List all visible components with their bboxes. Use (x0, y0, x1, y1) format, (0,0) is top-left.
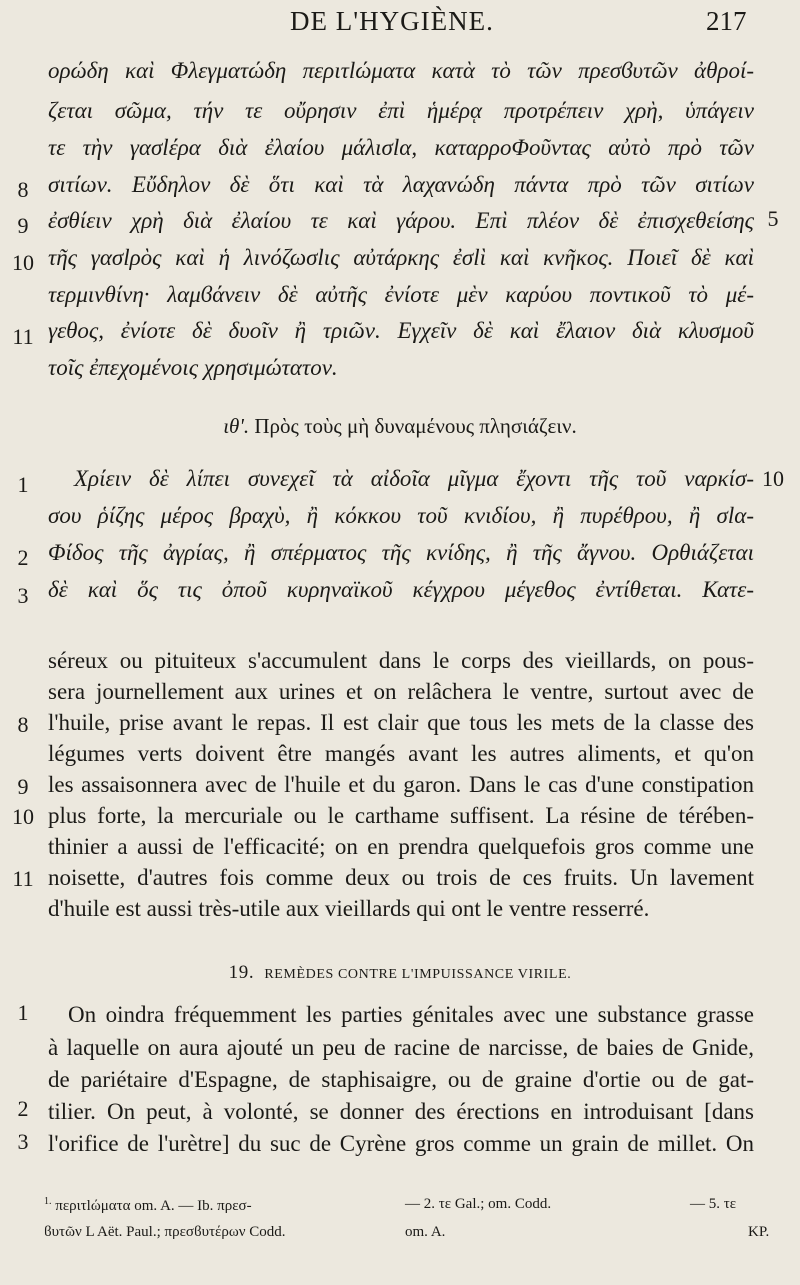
greek-section-line: σου ῥίζης μέρος βραχὺ, ἢ κόκκου τοῦ κνιδίου, ἢ πυρέθρου, ἢ σlα- (48, 503, 754, 528)
greek-line: ορώδη καὶ Φλεγματώδη περιτlώματα κατὰ τὸ τῶν πρεσϐυτῶν ἀθροί- (48, 58, 754, 83)
french-line: légumes verts doivent être mangés avant les autres aliments, et qu'on (48, 741, 754, 766)
footnote-line: ϐυτῶν L Aët. Paul.; πρεσϐυτέρων Codd. (44, 1224, 286, 1240)
french-line: plus forte, la mercuriale ou le carthame suffisent. La résine de térében- (48, 803, 754, 828)
greek-line-number: 3 (17, 583, 29, 608)
greek-line: τερμινθίνη· λαμϐάνειν δὲ αὐτῆς ἐνίοτε μὲν καρύου ποντικοῦ τὸ μέ- (48, 282, 754, 307)
french-line: noisette, d'autres fois comme deux ou trois de ces fruits. Un lavement (48, 865, 754, 890)
french-line-number: 1 (17, 1000, 29, 1025)
running-head (0, 6, 800, 40)
footnote-line: — 2. τε Gal.; om. Codd. (405, 1196, 552, 1212)
french-section-line: l'orifice de l'urètre] du suc de Cyrène gros comme un grain de millet. On (48, 1131, 754, 1156)
french-line: l'huile, prise avant le repas. Il est clair que tous les mets de la classe des (48, 710, 754, 735)
french-line-number: 3 (17, 1129, 29, 1154)
greek-heading-number: ιθʹ. (223, 414, 250, 438)
french-section-line: On oindra fréquemment les parties génitales avec une substance grasse (68, 1002, 754, 1027)
footnote-line: om. A. (405, 1224, 446, 1240)
french-line: les assaisonnera avec de l'huile et du garon. Dans le cas d'une constipation (48, 772, 754, 797)
greek-section-line: Φίδος τῆς ἀγρίας, ἢ σπέρματος τῆς κνίδης, ἢ τῆς ἄγνου. Ορθιάζεται (48, 540, 754, 565)
french-heading-number: 19. (228, 962, 255, 983)
greek-line-number: 2 (17, 545, 29, 570)
french-line-number: 9 (17, 774, 29, 799)
greek-line-number: 1 (17, 472, 29, 497)
french-section-heading (0, 962, 800, 984)
greek-line-number: 10 (12, 250, 34, 275)
french-line: séreux ou pituiteux s'accumulent dans le corps des vieillards, on pous- (48, 648, 754, 673)
footnote-line: — 5. τε (690, 1196, 737, 1212)
greek-line: γεθος, ἐνίοτε δὲ δυοῖν ἢ τριῶν. Εγχεῖν δὲ καὶ ἔλαιον διὰ κλυσμοῦ (48, 318, 754, 343)
greek-line: ζεται σῶμα, τήν τε οὔρησιν ἐπὶ ἡμέρᾳ προτρέπειν χρὴ, ὑπάγειν (48, 98, 754, 123)
greek-margin-number: 5 (767, 206, 779, 231)
greek-line-number: 8 (17, 177, 29, 202)
greek-line-number: 9 (17, 213, 29, 238)
greek-line: ἐσθίειν χρὴ διὰ ἐλαίου τε καὶ γάρου. Επὶ πλέον δὲ ἐπισχεθείσης (48, 208, 754, 233)
french-section-line: à laquelle on aura ajouté un peu de racine de narcisse, de baies de Gnide, (48, 1035, 754, 1060)
page-number: 217 (706, 6, 747, 36)
greek-margin-number: 10 (762, 466, 784, 491)
french-line-number: 10 (12, 804, 34, 829)
french-line: thinier a aussi de l'efficacité; on en prendra quelquefois gros comme une (48, 834, 754, 859)
french-line-number: 11 (12, 866, 34, 891)
greek-section-line: Χρίειν δὲ λίπει συνεχεῖ τὰ αἰδοῖα μῖγμα ἔχοντι τῆς τοῦ ναρκίσ- (74, 466, 754, 491)
footnote-line (44, 1196, 252, 1215)
running-title: DE L'HYGIÈNE. (290, 6, 494, 36)
greek-section-heading (0, 414, 800, 439)
greek-line: σιτίων. Εὔδηλον δὲ ὅτι καὶ τὰ λαχανώδη πάντα πρὸ τῶν σιτίων (48, 172, 754, 197)
greek-line: τε τὴν γασlέρα διὰ ἐλαίου μάλισlα, καταρροΦοῦντας αὐτὸ πρὸ τῶν (48, 135, 754, 160)
greek-heading-text: Πρὸς τοὺς μὴ δυναμένους πλησιάζειν. (254, 414, 577, 438)
french-heading-text: REMÈDES CONTRE L'IMPUISSANCE VIRILE. (264, 967, 572, 982)
french-line: d'huile est aussi très-utile aux vieillards qui ont le ventre resserré. (48, 896, 650, 921)
greek-line-number: 11 (12, 324, 34, 349)
french-line: sera journellement aux urines et on relâchera le ventre, surtout avec de (48, 679, 754, 704)
french-line-number: 8 (17, 712, 29, 737)
greek-section-line: δὲ καὶ ὅς τις ὀποῦ κυρηναϊκοῦ κέγχρου μέγεθος ἐντίθεται. Κατε- (48, 577, 754, 602)
french-section-line: de pariétaire d'Espagne, de staphisaigre, ou de graine d'ortie ou de gat- (48, 1067, 754, 1092)
footnote-line: ΚΡ. (748, 1224, 770, 1240)
footnote-marker: 1. (44, 1196, 52, 1207)
greek-line: τῆς γασlρὸς καὶ ἡ λινόζωσlις αὐτάρκης ἐσlὶ καὶ κνῆκος. Ποιεῖ δὲ καὶ (48, 245, 754, 270)
footnote-text: περιτlώματα om. A. — Ib. πρεσ- (55, 1198, 252, 1214)
greek-line: τοῖς ἐπεχομένοις χρησιμώτατον. (48, 355, 338, 380)
french-section-line: tilier. On peut, à volonté, se donner des érections en introduisant [dans (48, 1099, 754, 1124)
french-line-number: 2 (17, 1096, 29, 1121)
